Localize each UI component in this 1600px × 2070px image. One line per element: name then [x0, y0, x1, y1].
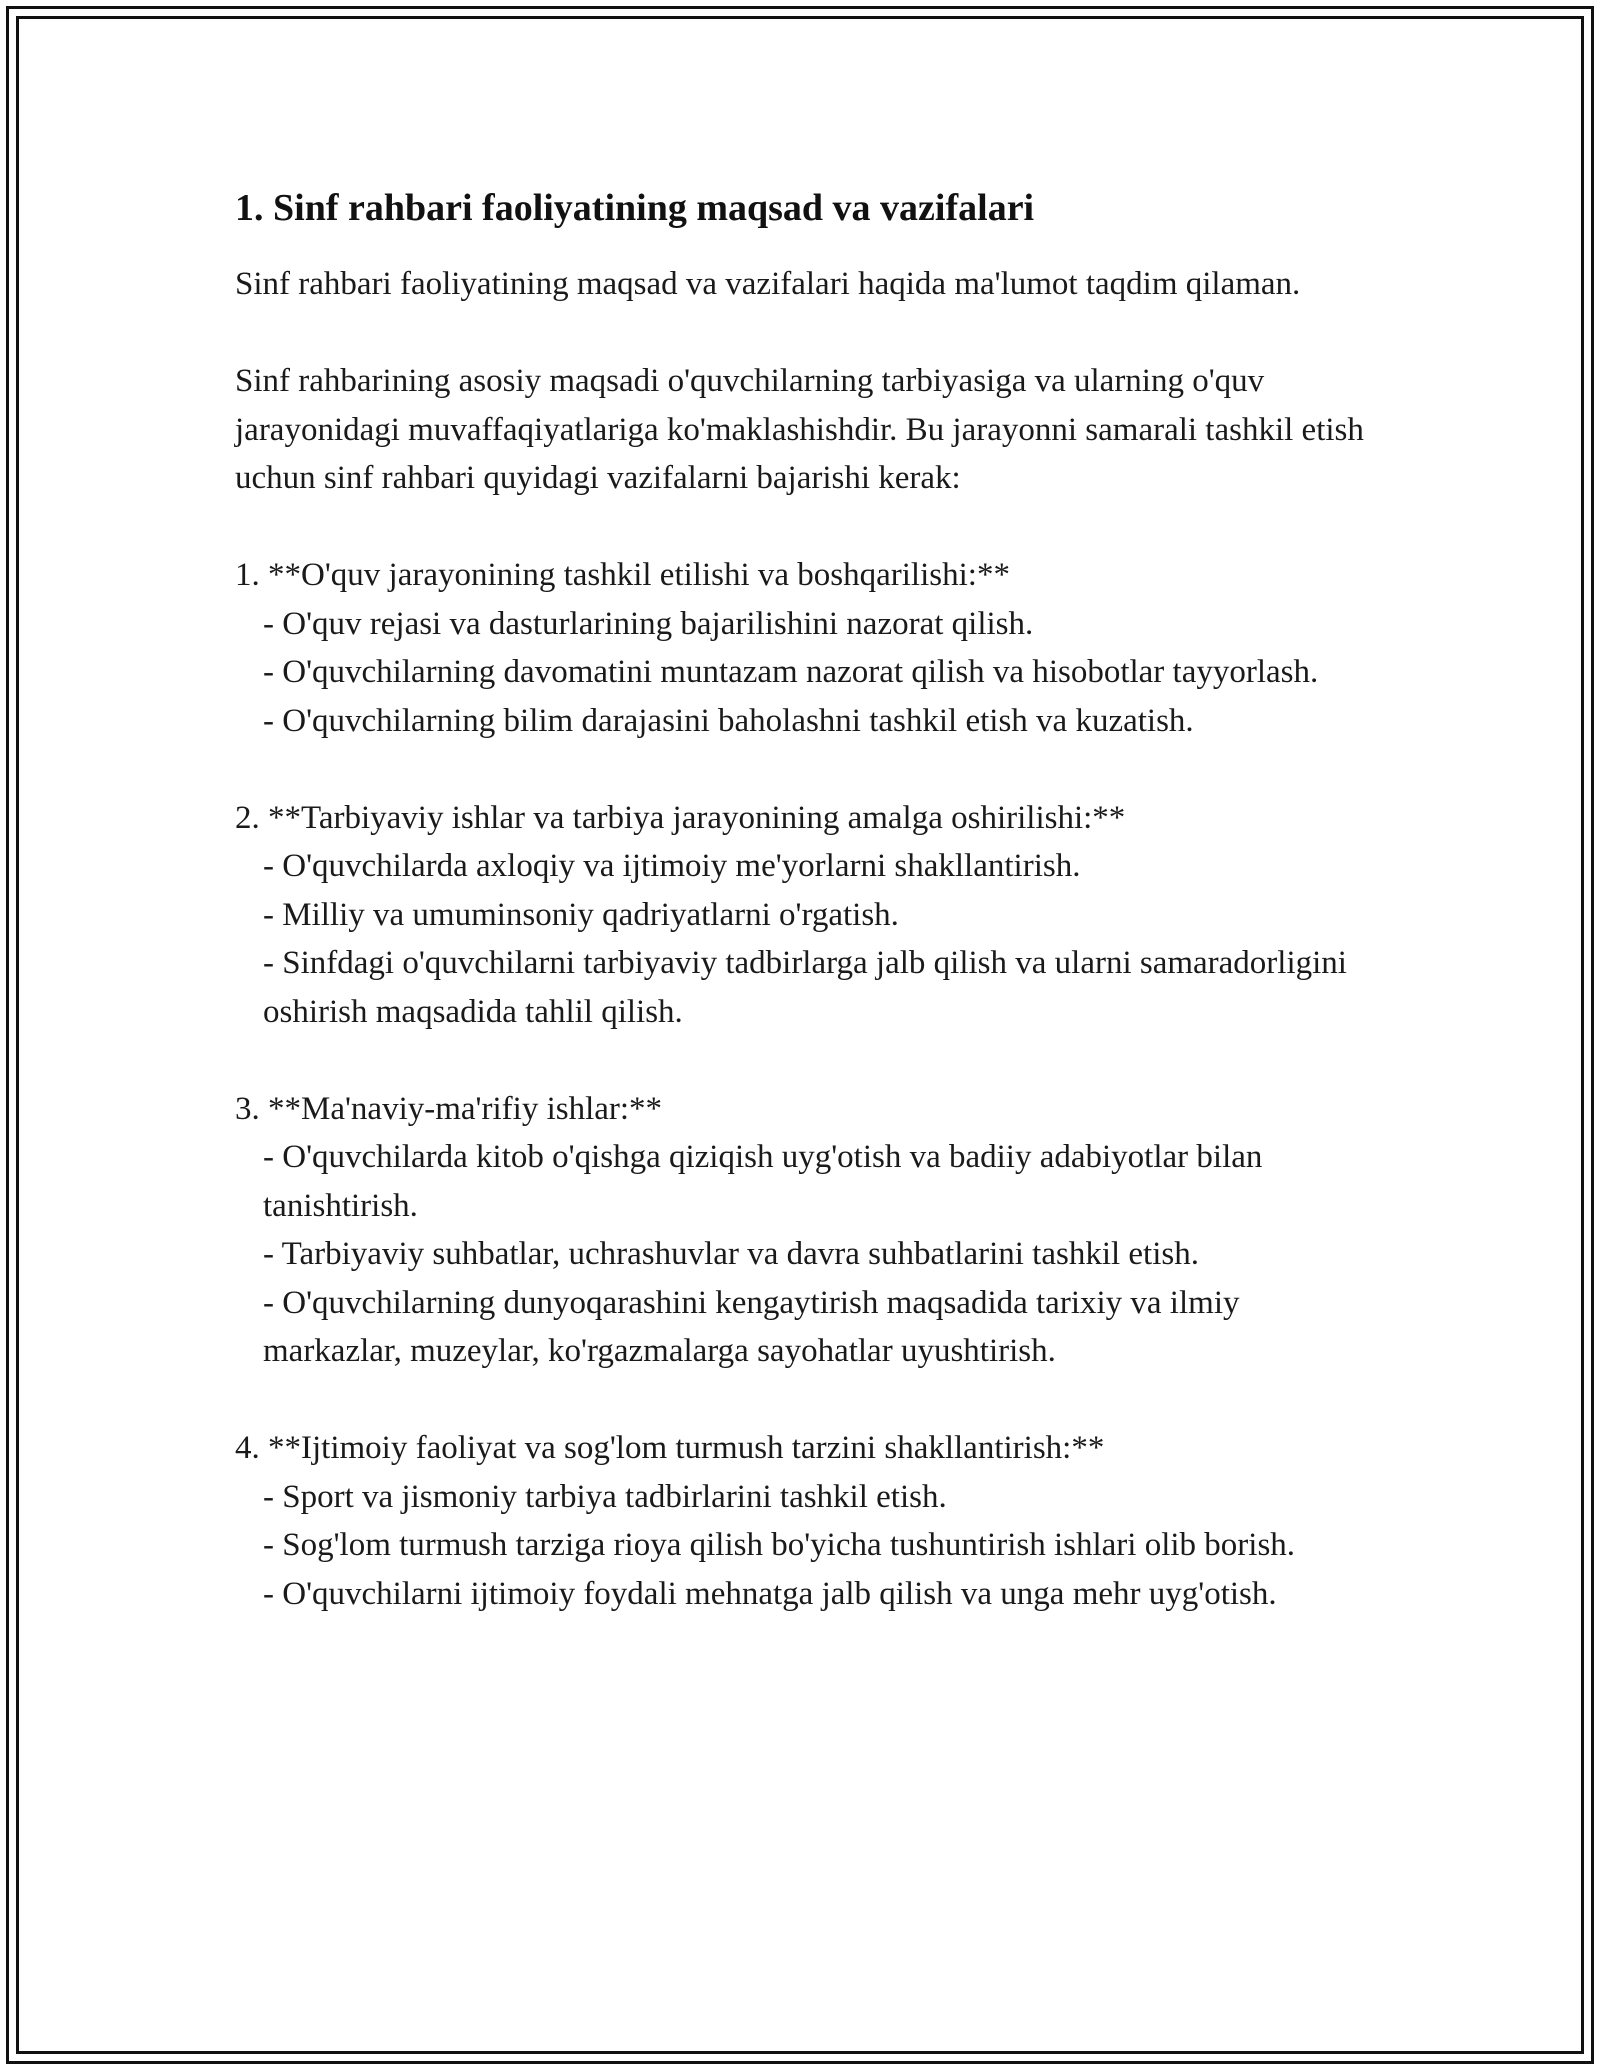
section-item: - O'quvchilarda kitob o'qishga qiziqish uyg'otish va badiiy adabiyotlar bilan tanishtirish. [263, 1139, 1271, 1224]
section-1 [235, 551, 1375, 745]
section-item: - O'quv rejasi va dasturlarining bajarilishini nazorat qilish. [263, 605, 1034, 642]
paragraph-gap [235, 503, 1375, 552]
section-item: - Tarbiyaviy suhbatlar, uchrashuvlar va davra suhbatlarini tashkil etish. [263, 1236, 1199, 1272]
intro-paragraph: Sinf rahbari faoliyatining maqsad va vazifalari haqida ma'lumot taqdim qilaman. [235, 266, 1301, 302]
section-heading: 4. **Ijtimoiy faoliyat va sog'lom turmush tarzini shakllantirish:** [235, 1430, 1105, 1466]
section-item: - O'quvchilarning dunyoqarashini kengaytirish maqsadida tarixiy va ilmiy markazlar, muzeylar, ko'rgazmalarga sayohatlar uyushtirish. [263, 1284, 1248, 1369]
main-paragraph: Sinf rahbarining asosiy maqsadi o'quvchilarning tarbiyasiga va ularning o'quv jarayonidagi muvaffaqiyatlariga ko'maklashishdir. Bu jarayonni samarali tashkil etish uchun sinf rahbari quyidagi vazifalarni bajarishi kerak: [235, 363, 1373, 496]
paragraph-gap [235, 1376, 1375, 1425]
section-item: - Sinfdagi o'quvchilarni tarbiyaviy tadbirlarga jalb qilish va ularni samaradorligini oshirish maqsadida tahlil qilish. [263, 945, 1356, 1030]
section-item: - Sog'lom turmush tarziga rioya qilish bo'yicha tushuntirish ishlari olib borish. [263, 1527, 1296, 1563]
section-heading: 2. **Tarbiyaviy ishlar va tarbiya jarayonining amalga oshirilishi:** [235, 799, 1126, 836]
section-item: - Sport va jismoniy tarbiya tadbirlarini tashkil etish. [263, 1478, 947, 1515]
section-item: - O'quvchilarni ijtimoiy foydali mehnatga jalb qilish va unga mehr uyg'otish. [263, 1575, 1277, 1612]
section-heading: 3. **Ma'naviy-ma'rifiy ishlar:** [235, 1090, 663, 1127]
section-4 [235, 1424, 1375, 1618]
paragraph-gap [235, 745, 1375, 794]
section-item: - Milliy va umuminsoniy qadriyatlarni o'rgatish. [263, 896, 899, 933]
section-2 [235, 794, 1375, 1037]
section-item: - O'quvchilarning bilim darajasini baholashni tashkil etish va kuzatish. [263, 702, 1194, 739]
document-title: 1. Sinf rahbari faoliyatining maqsad va vazifalari [235, 187, 1035, 229]
section-item: - O'quvchilarda axloqiy va ijtimoiy me'yorlarni shakllantirish. [263, 848, 1081, 884]
paragraph-gap [235, 1036, 1375, 1085]
section-heading: 1. **O'quv jarayonining tashkil etilishi va boshqarilishi:** [235, 557, 1010, 593]
section-3 [235, 1085, 1375, 1376]
document-body [235, 180, 1375, 1618]
paragraph-gap [235, 309, 1375, 358]
section-item: - O'quvchilarning davomatini muntazam nazorat qilish va hisobotlar tayyorlash. [263, 654, 1319, 690]
